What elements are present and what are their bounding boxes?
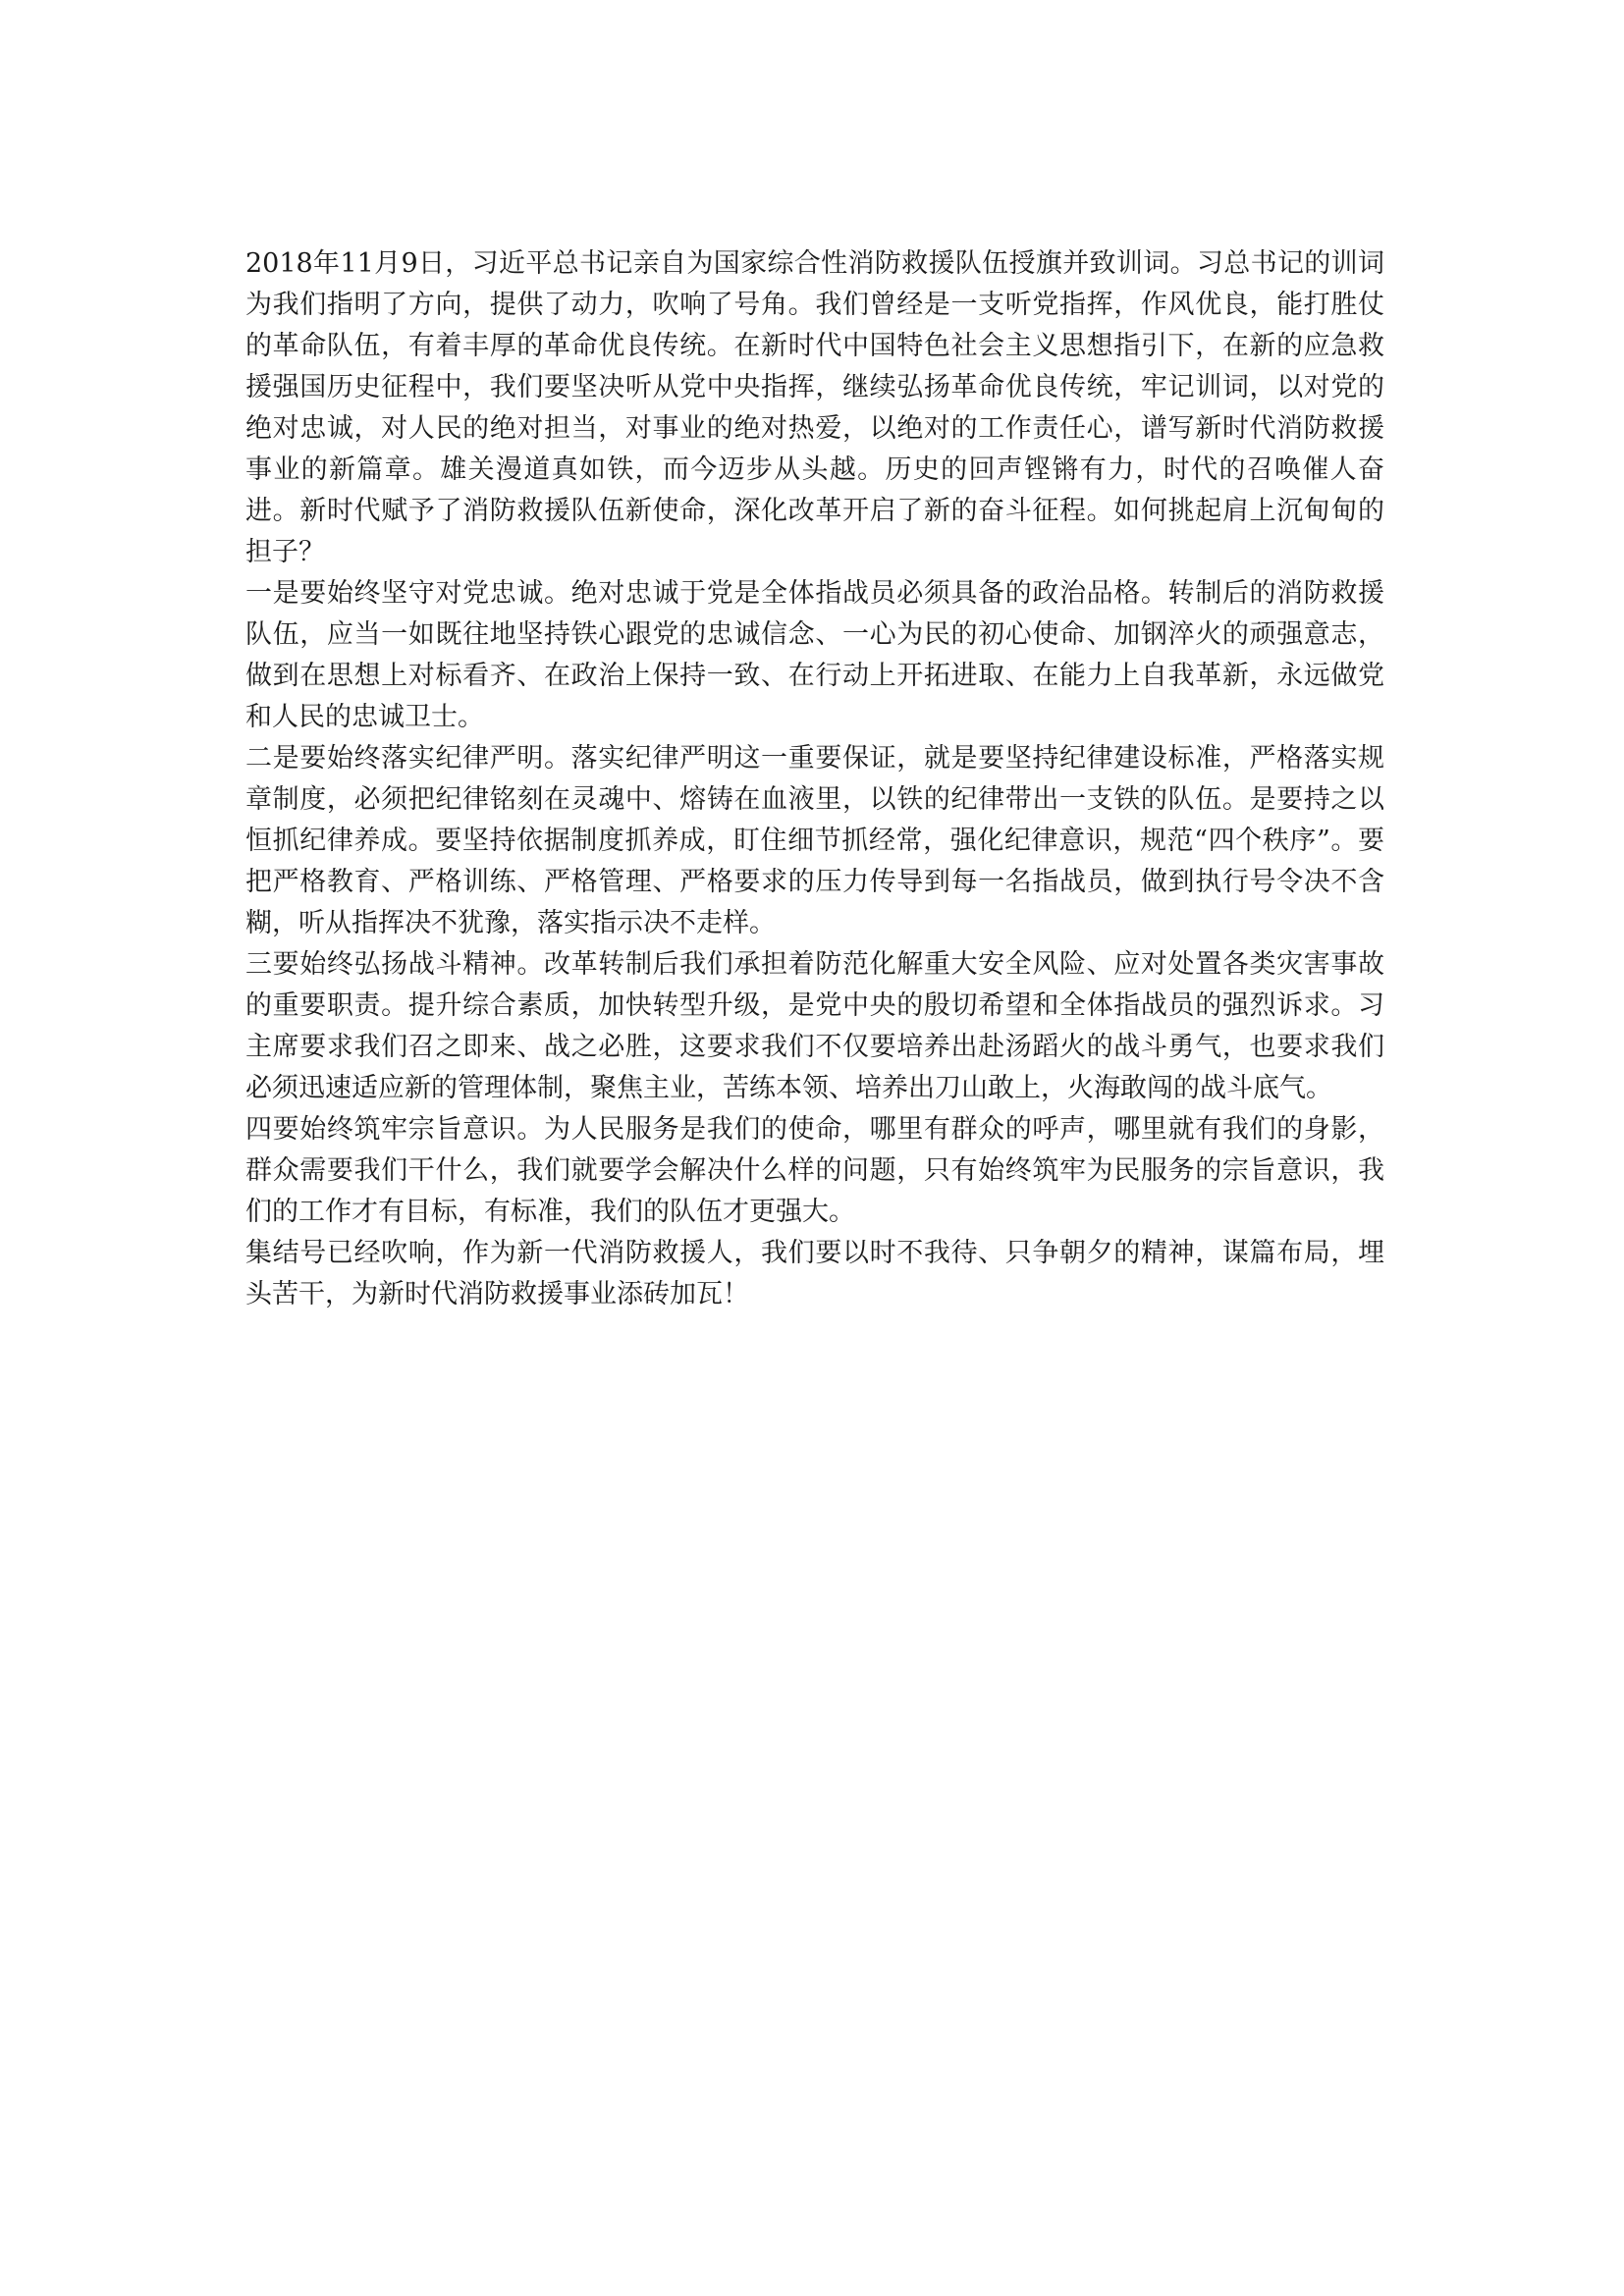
paragraph-loyalty: 一是要始终坚守对党忠诚。绝对忠诚于党是全体指战员必须具备的政治品格。转制后的消防救援队伍，应当一如既往地坚持铁心跟党的忠诚信念、一心为民的初心使命、加钢淬火的顽强意志，做到在思想上对标看齐、在政治上保持一致、在行动上开拓进取、在能力上自我革新，永远做党和人民的忠诚卫士。 (245, 578, 1384, 732)
paragraph-conclusion: 集结号已经吹响，作为新一代消防救援人，我们要以时不我待、只争朝夕的精神，谋篇布局，埋头苦干，为新时代消防救援事业添砖加瓦！ (245, 1238, 1384, 1309)
document-body (245, 243, 1384, 1315)
paragraph-fighting-spirit: 三要始终弘扬战斗精神。改革转制后我们承担着防范化解重大安全风险、应对处置各类灾害事故的重要职责。提升综合素质，加快转型升级，是党中央的殷切希望和全体指战员的强烈诉求。习主席要求我们召之即来、战之必胜，这要求我们不仅要培养出赴汤蹈火的战斗勇气，也要求我们必须迅速适应新的管理体制，聚焦主业，苦练本领、培养出刀山敢上，火海敢闯的战斗底气。 (245, 949, 1384, 1103)
paragraph-purpose: 四要始终筑牢宗旨意识。为人民服务是我们的使命，哪里有群众的呼声，哪里就有我们的身影，群众需要我们干什么，我们就要学会解决什么样的问题，只有始终筑牢为民服务的宗旨意识，我们的工作才有目标，有标准，我们的队伍才更强大。 (245, 1114, 1384, 1227)
paragraph-discipline: 二是要始终落实纪律严明。落实纪律严明这一重要保证，就是要坚持纪律建设标准，严格落实规章制度，必须把纪律铭刻在灵魂中、熔铸在血液里，以铁的纪律带出一支铁的队伍。是要持之以恒抓纪律养成。要坚持依据制度抓养成，盯住细节抓经常，强化纪律意识，规范“四个秩序”。要把严格教育、严格训练、严格管理、严格要求的压力传导到每一名指战员，做到执行号令决不含糊，听从指挥决不犹豫，落实指示决不走样。 (245, 743, 1384, 938)
paragraph-intro: 2018年11月9日，习近平总书记亲自为国家综合性消防救援队伍授旗并致训词。习总书记的训词为我们指明了方向，提供了动力，吹响了号角。我们曾经是一支听党指挥，作风优良，能打胜仗的革命队伍，有着丰厚的革命优良传统。在新时代中国特色社会主义思想指引下，在新的应急救援强国历史征程中，我们要坚决听从党中央指挥，继续弘扬革命优良传统，牢记训词，以对党的绝对忠诚，对人民的绝对担当，对事业的绝对热爱，以绝对的工作责任心，谱写新时代消防救援事业的新篇章。雄关漫道真如铁，而今迈步从头越。历史的回声铿锵有力，时代的召唤催人奋进。新时代赋予了消防救援队伍新使命，深化改革开启了新的奋斗征程。如何挑起肩上沉甸甸的担子？ (245, 248, 1384, 567)
